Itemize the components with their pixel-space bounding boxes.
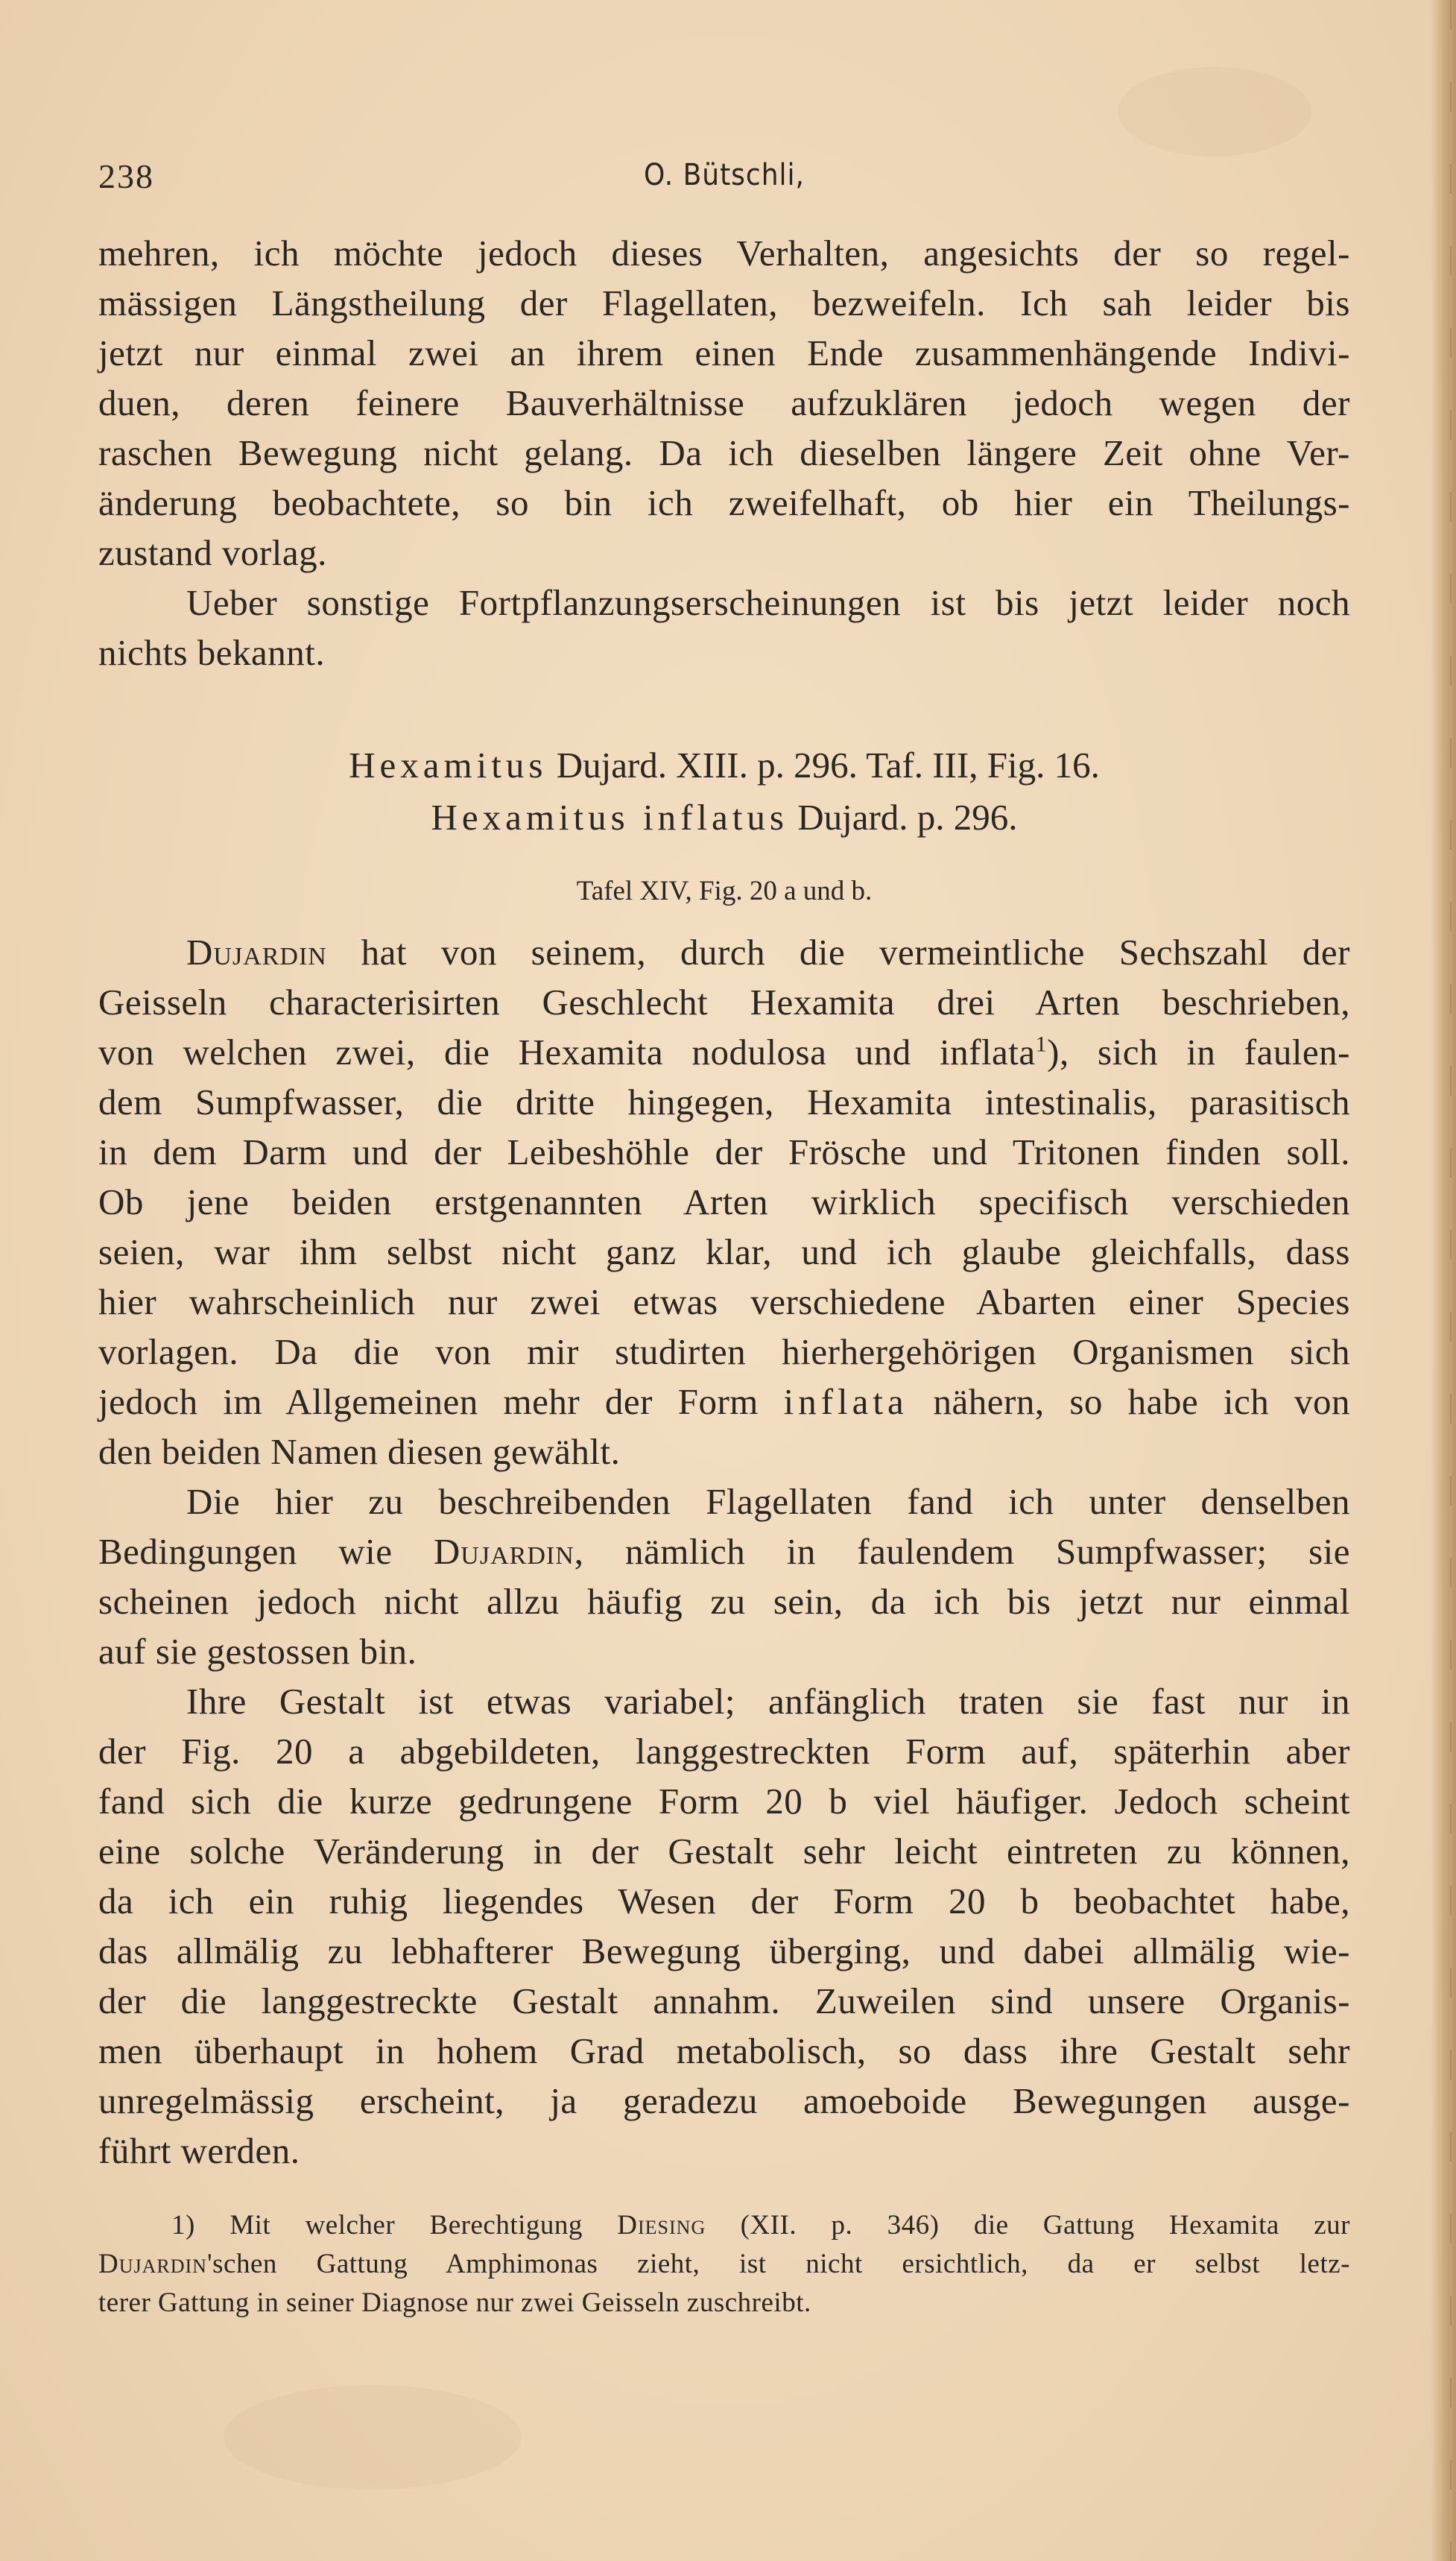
text-line: unregelmässig erscheint, ja geradezu amoeboide Bewegungen ausge- xyxy=(98,2080,1350,2121)
text-line: änderung beobachtete, so bin ich zweifelhaft, ob hier ein Theilungs- xyxy=(98,482,1350,523)
text-line: nichts bekannt. xyxy=(98,632,326,673)
text-line: mehren, ich möchte jedoch dieses Verhalten, angesichts der so regel- xyxy=(98,233,1350,274)
text-line: zustand vorlag. xyxy=(98,532,327,573)
text-line: Ihre Gestalt ist etwas variabel; anfänglich traten sie fast nur in xyxy=(186,1681,1350,1722)
footnote-line: Dujardin'schen Gattung Amphimonas zieht, ist nicht ersichtlich, da er selbst letz- xyxy=(98,2249,1350,2279)
text-line: scheinen jedoch nicht allzu häufig zu sein, da ich bis jetzt nur einmal xyxy=(98,1581,1350,1622)
text-line: men überhaupt in hohem Grad metabolisch, so dass ihre Gestalt sehr xyxy=(98,2030,1350,2071)
genus-reference: Dujard. XIII. p. 296. Taf. III, Fig. 16. xyxy=(547,745,1100,786)
plate-reference: Tafel XIV, Fig. 20 a und b. xyxy=(576,876,873,906)
text-line: mässigen Längstheilung der Flagellaten, bezweifeln. Ich sah leider bis xyxy=(98,282,1350,323)
species-description xyxy=(98,927,1350,2176)
page-number: 238 xyxy=(98,157,154,195)
author-name: Dujardin xyxy=(433,1531,575,1572)
footnote-line: terer Gattung in seiner Diagnose nur zwei Geisseln zuschreibt. xyxy=(98,2287,811,2318)
text-line: raschen Bewegung nicht gelang. Da ich dieselben längere Zeit ohne Ver- xyxy=(98,432,1350,473)
genus-name: Hexamitus xyxy=(349,745,548,786)
text-line: Ueber sonstige Fortpflanzungserscheinungen ist bis jetzt leider noch xyxy=(186,582,1350,623)
text-line: vorlagen. Da die von mir studirten hierhergehörigen Organismen sich xyxy=(98,1331,1350,1372)
text-line: eine solche Veränderung in der Gestalt sehr leicht eintreten zu können, xyxy=(98,1831,1350,1872)
text-line: der Fig. 20 a abgebildeten, langgestreckten Form auf, späterhin aber xyxy=(98,1731,1350,1772)
species-heading xyxy=(98,796,1350,839)
text-line: fand sich die kurze gedrungene Form 20 b viel häufiger. Jedoch scheint xyxy=(98,1781,1350,1822)
text-line: in dem Darm und der Leibeshöhle der Frösche und Tritonen finden soll. xyxy=(98,1131,1350,1172)
emphasis-inflata: inflata xyxy=(783,1381,908,1422)
text-line: auf sie gestossen bin. xyxy=(98,1631,417,1672)
text-line: Bedingungen wie Dujardin, nämlich in faulendem Sumpfwasser; sie xyxy=(98,1531,1351,1572)
species-reference: Dujard. p. 296. xyxy=(788,797,1018,838)
text-line: von welchen zwei, die Hexamita nodulosa und inflata$^1$), sich in faulen- xyxy=(98,1032,1350,1073)
text-line: der die langgestreckte Gestalt annahm. Zuweilen sind unsere Organis- xyxy=(98,1980,1350,2021)
footnote xyxy=(98,2206,1350,2322)
footnote-marker: 1 xyxy=(1035,1032,1048,1057)
species-name: Hexamitus inflatus xyxy=(431,797,788,838)
text-line: da ich ein ruhig liegendes Wesen der Form 20 b beobachtet habe, xyxy=(98,1881,1350,1921)
author-name: Diesing xyxy=(617,2210,706,2241)
text-line: führt werden. xyxy=(98,2130,300,2171)
text-line: das allmälig zu lebhafterer Bewegung überging, und dabei allmälig wie- xyxy=(98,1930,1350,1971)
paper-stain xyxy=(1118,67,1311,157)
footnote-line: 1) Mit welcher Berechtigung Diesing (XII. p. 346) die Gattung Hexamita zur xyxy=(171,2210,1350,2241)
page-header xyxy=(98,157,1350,201)
paragraph-continued xyxy=(98,228,1350,678)
author-name: Dujardin xyxy=(98,2249,207,2279)
paper-stain xyxy=(224,2385,522,2489)
text-line: hier wahrscheinlich nur zwei etwas verschiedene Abarten einer Species xyxy=(98,1281,1350,1322)
text-line: duen, deren feinere Bauverhältnisse aufzuklären jedoch wegen der xyxy=(98,382,1350,423)
text-line: Geisseln characterisirten Geschlecht Hexamita drei Arten beschrieben, xyxy=(98,982,1350,1023)
text-line: jedoch im Allgemeinen mehr der Form inflata nähern, so habe ich von xyxy=(98,1381,1350,1422)
text-line: Dujardin hat von seinem, durch die vermeintliche Sechszahl der xyxy=(186,932,1350,973)
section-heading xyxy=(98,744,1350,786)
author-name: Dujardin xyxy=(186,932,327,973)
running-head: O. Bütschli, xyxy=(644,158,805,192)
text-line: seien, war ihm selbst nicht ganz klar, und ich glaube gleichfalls, dass xyxy=(98,1231,1350,1272)
text-line: Ob jene beiden erstgenannten Arten wirklich specifisch verschieden xyxy=(98,1181,1350,1222)
text-line: den beiden Namen diesen gewählt. xyxy=(98,1431,621,1472)
page-edge xyxy=(1431,0,1456,2561)
text-line: Die hier zu beschreibenden Flagellaten fand ich unter denselben xyxy=(186,1481,1350,1522)
text-line: dem Sumpfwasser, die dritte hingegen, Hexamita intestinalis, parasitisch xyxy=(98,1081,1350,1122)
text-line: jetzt nur einmal zwei an ihrem einen Ende zusammenhängende Indivi- xyxy=(98,332,1350,373)
